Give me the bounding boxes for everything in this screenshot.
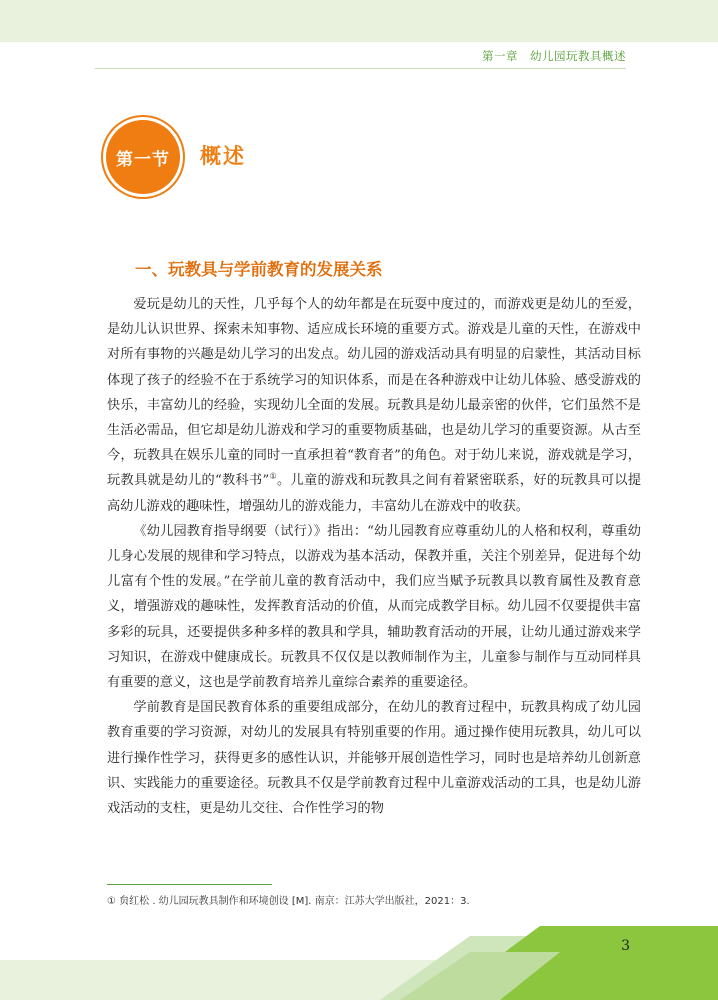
paragraph-1: [107, 292, 641, 519]
section-badge: [106, 120, 180, 194]
chapter-header: 第一章 幼儿园玩教具概述: [482, 49, 626, 63]
section-title: 概述: [200, 144, 246, 168]
footnote-reference[interactable]: ①: [269, 472, 278, 482]
paragraph-1-text: 爱玩是幼儿的天性，几乎每个人的幼年都是在玩耍中度过的，而游戏更是幼儿的至爱，是幼儿认识世界、探索未知事物、适应成长环境的重要方式。游戏是儿童的天性，在游戏中对所有事物的兴趣是幼儿学习的出发点。幼儿园的游戏活动具有明显的启蒙性，其活动目标体现了孩子的经验不在于系统学习的知识体系，而是在各种游戏中让幼儿体验、感受游戏的快乐，丰富幼儿的经验，实现幼儿全面的发展。玩教具是幼儿最亲密的伙伴，它们虽然不是生活必需品，但它却是幼儿游戏和学习的重要物质基础，也是幼儿学习的重要资源。从古至今，玩教具在娱乐儿童的同时一直承担着“教育者”的角色。对于幼儿来说，游戏就是学习，玩教具就是幼儿的“教科书”: [107, 297, 641, 489]
paragraph-1-text-cont: 。儿童的游戏和玩教具之间有着紧密联系，好的玩教具可以提高幼儿游戏的趣味性，增强幼儿的游戏能力，丰富幼儿在游戏中的收获。: [107, 473, 642, 514]
section-badge-label: 第一节: [116, 149, 170, 170]
page-number: 3: [621, 938, 630, 954]
paragraph-3: 学前教育是国民教育体系的重要组成部分，在幼儿的教育过程中，玩教具构成了幼儿园教育重要的学习资源，对幼儿的发展具有特别重要的作用。通过操作使用玩教具，幼儿可以进行操作性学习，获得更多的感性认识，并能够开展创造性学习，同时也是培养幼儿创新意识、实践能力的重要途径。玩教具不仅是学前教育过程中儿童游戏活动的工具，也是幼儿游戏活动的支柱，更是幼儿交往、合作性学习的物: [107, 700, 641, 817]
footnote-divider: [107, 884, 272, 885]
body-text: [107, 292, 641, 821]
paragraph-2: 《幼儿园教育指导纲要（试行）》指出：“幼儿园教育应尊重幼儿的人格和权利，尊重幼儿身心发展的规律和学习特点，以游戏为基本活动，保教并重，关注个别差异，促进每个幼儿富有个性的发展。”在学前儿童的教育活动中，我们应当赋予玩教具以教育属性及教育意义，增强游戏的趣味性，发挥教育活动的价值，从而完成教学目标。幼儿园不仅要提供丰富多彩的玩具，还要提供多种多样的教具和学具，辅助教育活动的开展，让幼儿通过游戏来学习知识，在游戏中健康成长。玩教具不仅仅是以教师制作为主，儿童参与制作与互动同样具有重要的意义，这也是学前教育培养儿童综合素养的重要途径。: [107, 523, 641, 691]
subsection-title: 一、玩教具与学前教育的发展关系: [135, 260, 383, 279]
bottom-decoration: [0, 896, 718, 1000]
top-header-band: [0, 0, 718, 42]
footnote: ① 贠红松 . 幼儿园玩教具制作和环境创设 [M]. 南京：江苏大学出版社，2021：3.: [107, 896, 470, 907]
header-divider: [95, 68, 626, 69]
